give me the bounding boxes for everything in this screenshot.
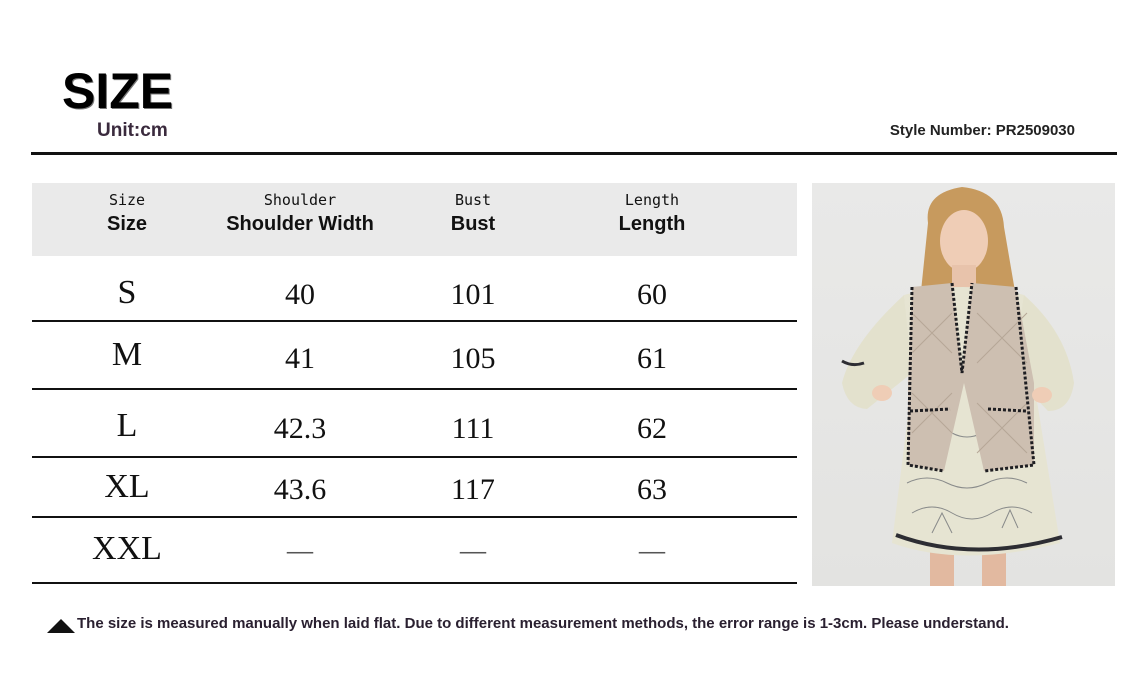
header-size <box>72 183 182 256</box>
header-shoulder-big: Shoulder Width <box>226 213 374 235</box>
cell-shoulder: 41 <box>285 342 315 375</box>
cell-shoulder: 43.6 <box>273 473 327 506</box>
triangle-up-icon <box>47 619 75 633</box>
header-bust <box>428 183 518 256</box>
style-number: Style Number: PR2509030 <box>889 122 1075 139</box>
table-row <box>32 390 797 458</box>
header-size-big: Size <box>106 213 148 235</box>
cell-size: XXL <box>92 530 162 567</box>
product-photo <box>812 183 1115 586</box>
header-divider <box>31 152 1117 155</box>
cell-size: S <box>117 274 137 311</box>
header-size-small: Size <box>108 191 146 209</box>
cell-size: L <box>116 407 138 444</box>
cell-bust: 105 <box>450 342 496 375</box>
cell-size: XL <box>104 468 150 505</box>
header-shoulder <box>212 183 388 256</box>
cell-shoulder: —— <box>286 540 314 565</box>
header-length-small: Length <box>624 191 680 209</box>
cell-bust: 101 <box>450 278 496 311</box>
header-bust-big: Bust <box>450 213 496 235</box>
table-row <box>32 458 797 518</box>
measurement-note <box>47 612 1009 634</box>
cell-length: 62 <box>637 412 667 445</box>
page-title: SIZE <box>62 63 174 119</box>
table-row <box>32 256 797 322</box>
cell-length: 60 <box>637 278 667 311</box>
note-text: The size is measured manually when laid flat. Due to different measurement methods, the error range is 1-3cm. Please understand. <box>77 614 1009 632</box>
cell-bust: —— <box>459 540 487 565</box>
header-shoulder-small: Shoulder <box>263 191 337 209</box>
cell-bust: 111 <box>451 412 495 445</box>
cell-length: 61 <box>637 342 667 375</box>
cell-length: 63 <box>637 473 667 506</box>
unit-label: Unit:cm <box>97 120 168 141</box>
cell-size: M <box>111 336 143 373</box>
size-table <box>32 183 797 584</box>
cell-length: —— <box>638 540 666 565</box>
table-row <box>32 322 797 390</box>
cell-bust: 117 <box>451 473 495 506</box>
header-length <box>598 183 706 256</box>
table-row <box>32 518 797 584</box>
header-bust-small: Bust <box>454 191 492 209</box>
cell-shoulder: 40 <box>285 278 315 311</box>
cell-shoulder: 42.3 <box>273 412 327 445</box>
model-illustration <box>812 183 1115 586</box>
header-length-big: Length <box>618 213 686 235</box>
table-header <box>32 183 797 256</box>
